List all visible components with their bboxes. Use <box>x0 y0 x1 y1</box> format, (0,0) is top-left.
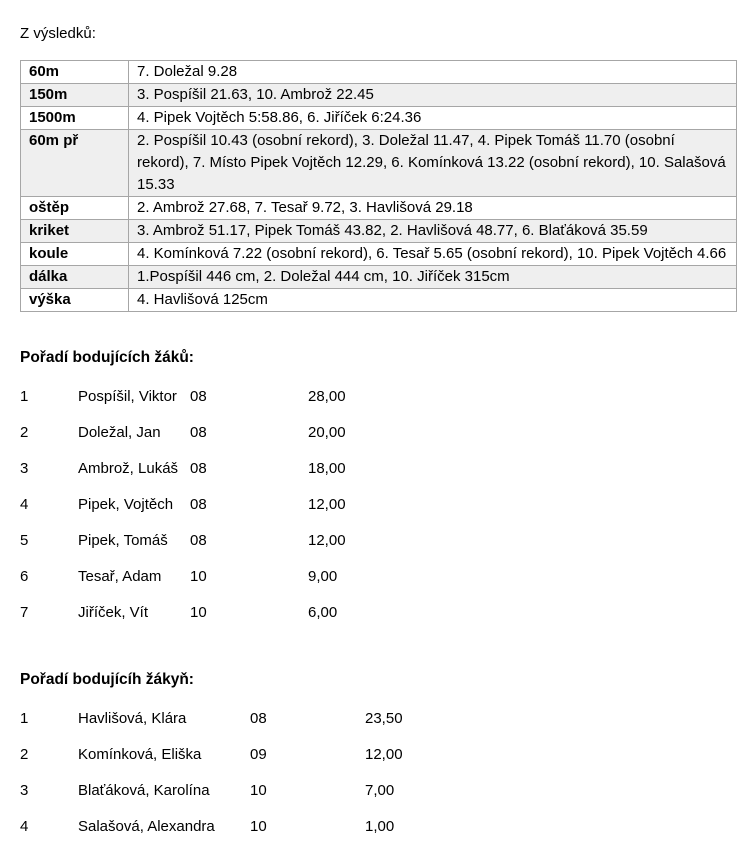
event-name: 1500m <box>21 107 129 130</box>
ranking-rank: 2 <box>20 423 29 441</box>
ranking-name: Pipek, Vojtěch <box>78 495 174 513</box>
ranking-points: 6,00 <box>308 603 338 621</box>
event-result: 2. Pospíšil 10.43 (osobní rekord), 3. Doležal 11.47, 4. Pipek Tomáš 11.70 (osobní rekord), 7. Místo Pipek Vojtěch 12.29, 6. Komínková 13.22 (osobní rekord), 10. Salašová 15.33 <box>129 130 737 197</box>
results-row <box>21 197 737 220</box>
ranking-year: 10 <box>250 781 267 799</box>
ranking-rank: 1 <box>20 387 29 405</box>
ranking-rank: 4 <box>20 817 29 835</box>
ranking-year: 10 <box>250 817 267 835</box>
ranking-rank: 6 <box>20 567 29 585</box>
ranking-name: Tesař, Adam <box>78 567 162 585</box>
results-row <box>21 130 737 197</box>
ranking-row <box>20 736 751 772</box>
event-name: kriket <box>21 220 129 243</box>
girls-ranking-heading: Pořadí bodujícíh žákyň: <box>20 671 194 688</box>
ranking-row <box>20 700 751 736</box>
ranking-name: Salašová, Alexandra <box>78 817 215 835</box>
ranking-name: Doležal, Jan <box>78 423 161 441</box>
ranking-rank: 7 <box>20 603 29 621</box>
ranking-points: 28,00 <box>308 387 346 405</box>
ranking-name: Pospíšil, Viktor <box>78 387 177 405</box>
ranking-points: 12,00 <box>308 495 346 513</box>
results-row <box>21 61 737 84</box>
results-row <box>21 84 737 107</box>
ranking-rank: 5 <box>20 531 29 549</box>
ranking-name: Pipek, Tomáš <box>78 531 168 549</box>
ranking-row <box>20 414 751 450</box>
ranking-row <box>20 772 751 808</box>
event-name: 60m př <box>21 130 129 197</box>
ranking-rank: 3 <box>20 781 29 799</box>
results-row <box>21 266 737 289</box>
event-name: 150m <box>21 84 129 107</box>
ranking-year: 08 <box>250 709 267 727</box>
event-result: 2. Ambrož 27.68, 7. Tesař 9.72, 3. Havlišová 29.18 <box>129 197 737 220</box>
event-result: 4. Havlišová 125cm <box>129 289 737 312</box>
ranking-points: 9,00 <box>308 567 338 585</box>
ranking-name: Blaťáková, Karolína <box>78 781 210 799</box>
ranking-name: Jiříček, Vít <box>78 603 149 621</box>
ranking-year: 08 <box>190 495 207 513</box>
girls-ranking-list <box>20 700 751 844</box>
ranking-rank: 2 <box>20 745 29 763</box>
intro-text: Z výsledků: <box>20 25 96 42</box>
ranking-year: 08 <box>190 423 207 441</box>
event-result: 4. Pipek Vojtěch 5:58.86, 6. Jiříček 6:24.36 <box>129 107 737 130</box>
ranking-row <box>20 808 751 844</box>
ranking-year: 10 <box>190 567 207 585</box>
ranking-row <box>20 522 751 558</box>
results-table <box>20 60 737 312</box>
event-result: 3. Pospíšil 21.63, 10. Ambrož 22.45 <box>129 84 737 107</box>
ranking-name: Havlišová, Klára <box>78 709 187 727</box>
ranking-row <box>20 378 751 414</box>
ranking-points: 18,00 <box>308 459 346 477</box>
ranking-points: 1,00 <box>365 817 395 835</box>
ranking-rank: 1 <box>20 709 29 727</box>
results-row <box>21 107 737 130</box>
results-row <box>21 243 737 266</box>
ranking-row <box>20 558 751 594</box>
ranking-row <box>20 486 751 522</box>
event-name: oštěp <box>21 197 129 220</box>
ranking-year: 10 <box>190 603 207 621</box>
results-table-body <box>21 61 737 312</box>
event-name: výška <box>21 289 129 312</box>
ranking-row <box>20 450 751 486</box>
ranking-rank: 3 <box>20 459 29 477</box>
event-result: 3. Ambrož 51.17, Pipek Tomáš 43.82, 2. Havlišová 48.77, 6. Blaťáková 35.59 <box>129 220 737 243</box>
ranking-points: 7,00 <box>365 781 395 799</box>
ranking-points: 12,00 <box>365 745 403 763</box>
results-row <box>21 289 737 312</box>
ranking-year: 08 <box>190 387 207 405</box>
ranking-year: 09 <box>250 745 267 763</box>
results-row <box>21 220 737 243</box>
event-result: 4. Komínková 7.22 (osobní rekord), 6. Tesař 5.65 (osobní rekord), 10. Pipek Vojtěch 4.66 <box>129 243 737 266</box>
ranking-points: 23,50 <box>365 709 403 727</box>
ranking-year: 08 <box>190 459 207 477</box>
ranking-points: 20,00 <box>308 423 346 441</box>
event-result: 1.Pospíšil 446 cm, 2. Doležal 444 cm, 10. Jiříček 315cm <box>129 266 737 289</box>
ranking-points: 12,00 <box>308 531 346 549</box>
event-name: koule <box>21 243 129 266</box>
ranking-name: Komínková, Eliška <box>78 745 202 763</box>
boys-ranking-list <box>20 378 751 630</box>
event-result: 7. Doležal 9.28 <box>129 61 737 84</box>
ranking-row <box>20 594 751 630</box>
boys-ranking-heading: Pořadí bodujících žáků: <box>20 349 194 366</box>
event-name: dálka <box>21 266 129 289</box>
ranking-rank: 4 <box>20 495 29 513</box>
event-name: 60m <box>21 61 129 84</box>
ranking-name: Ambrož, Lukáš <box>78 459 179 477</box>
ranking-year: 08 <box>190 531 207 549</box>
